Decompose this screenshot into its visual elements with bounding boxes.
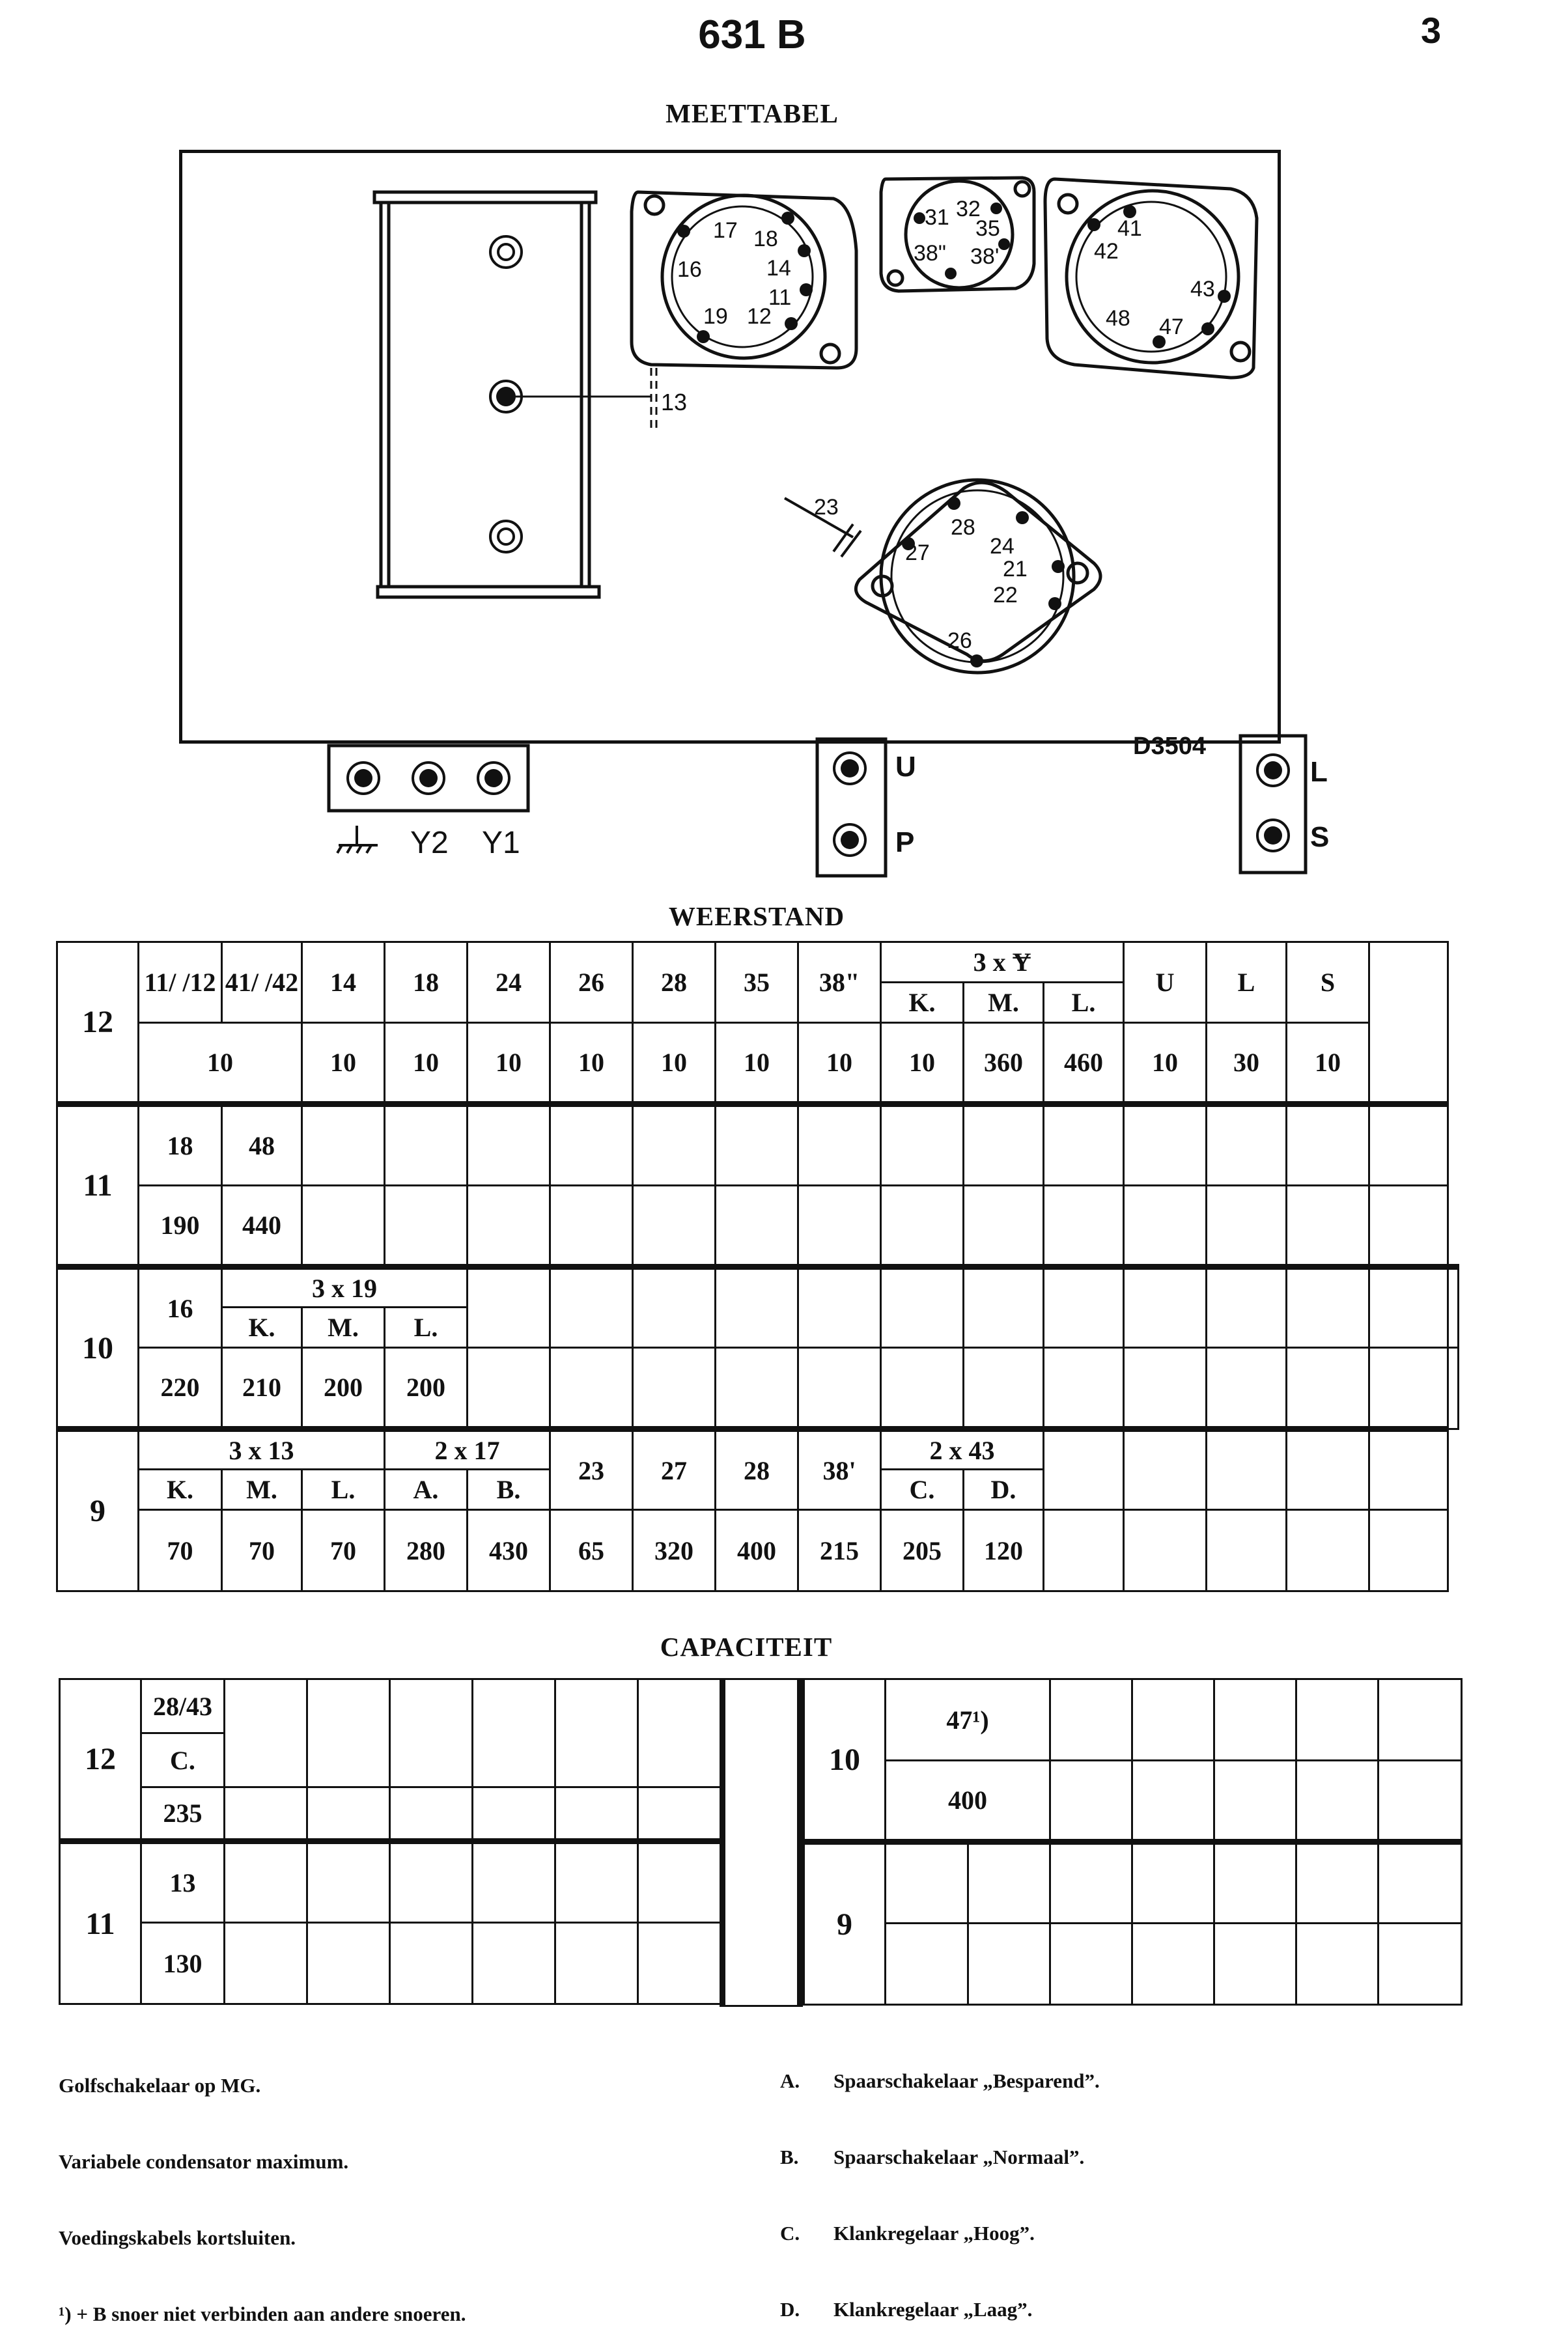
header-cell: K.	[139, 1470, 222, 1510]
pin-48: 48	[1106, 306, 1130, 331]
header-cell: 18	[139, 1104, 222, 1186]
value-cell: 10	[798, 1023, 881, 1104]
row-label-12: 12	[57, 942, 139, 1104]
header-cell: 3 x 13	[139, 1429, 385, 1470]
header-3x-antenna: 3 x Ɏ	[881, 942, 1124, 983]
value-cell: 190	[139, 1186, 222, 1267]
row-label-9: 9	[57, 1429, 139, 1591]
pin-32: 32	[956, 197, 981, 221]
value-cell: 280	[385, 1510, 468, 1591]
chassis-drawing	[182, 153, 1278, 740]
terminal-strip-up	[811, 736, 928, 879]
tube-socket-2	[881, 178, 1034, 291]
page-number: 3	[1421, 10, 1442, 51]
drawing-number	[1107, 729, 1224, 762]
header-cell: B.	[468, 1470, 550, 1510]
value-cell: 10	[1124, 1023, 1207, 1104]
tube-socket-3	[1045, 179, 1257, 378]
antenna-icon: Ɏ	[1012, 947, 1031, 977]
table-divider-bar	[720, 1678, 803, 2007]
header-cell: 38"	[798, 942, 881, 1023]
header-cell: S	[1287, 942, 1369, 1023]
footnote-line: Golfschakelaar op MG.	[59, 2074, 261, 2097]
header-cell: C.	[881, 1470, 964, 1510]
value-cell: 360	[964, 1023, 1044, 1104]
pin-17: 17	[713, 218, 738, 243]
section-title-weerstand: WEERSTAND	[668, 901, 845, 931]
footnote-line: Variabele condensator maximum.	[59, 2150, 349, 2173]
pin-18: 18	[753, 227, 778, 251]
header-cell: 23	[550, 1429, 633, 1510]
page-title: 631 B	[698, 12, 806, 57]
table-row	[57, 1429, 1459, 1470]
footnote-key: A.	[780, 2069, 800, 2092]
table-row	[60, 1923, 721, 2004]
pin-38-single: 38'	[970, 244, 1000, 269]
value-cell: 70	[139, 1510, 222, 1591]
header-cell: 2 x 17	[385, 1429, 550, 1470]
weerstand-table	[56, 941, 1459, 1592]
footnote-line: Klankregelaar „Laag”.	[833, 2298, 1033, 2321]
footnotes-left	[59, 2022, 466, 2352]
trimmer-frame	[374, 192, 599, 597]
header-cell: U	[1124, 942, 1207, 1023]
value-cell: 70	[302, 1510, 385, 1591]
table-row	[57, 1348, 1459, 1429]
header-cell: 41/ /42	[222, 942, 302, 1023]
header-cell: M.	[302, 1308, 385, 1348]
chassis-diagram	[179, 150, 1281, 744]
header-cell: 28/43	[141, 1679, 225, 1733]
pin-27: 27	[905, 540, 930, 565]
pin-35: 35	[975, 216, 1000, 241]
header-cell: D.	[964, 1470, 1044, 1510]
table-row	[804, 1842, 1462, 1924]
pin-14: 14	[766, 256, 791, 281]
tube-socket-4	[856, 480, 1100, 673]
value-cell: 70	[222, 1510, 302, 1591]
terminal-l-label: L	[1310, 756, 1328, 788]
header-cell: M.	[964, 983, 1044, 1023]
header-cell: L.	[1044, 983, 1124, 1023]
header-cell: 24	[468, 942, 550, 1023]
value-cell: 130	[141, 1923, 225, 2004]
header-cell: L	[1207, 942, 1287, 1023]
footnote-line: Spaarschakelaar „Besparend”.	[833, 2069, 1100, 2092]
pin-38-double: 38"	[914, 241, 946, 266]
pin-26: 26	[947, 628, 972, 653]
value-cell: 430	[468, 1510, 550, 1591]
ground-icon	[337, 826, 378, 853]
header-cell: 38'	[798, 1429, 881, 1510]
header-cell: 18	[385, 942, 468, 1023]
footnote-line: ¹) + B snoer niet verbinden aan andere snoeren.	[59, 2303, 466, 2325]
table-row	[57, 942, 1459, 983]
ref-label-23: 23	[814, 495, 839, 520]
pin-12: 12	[747, 304, 772, 329]
header-cell: 28	[716, 1429, 798, 1510]
terminal-p-label: P	[895, 826, 915, 858]
terminal-y2-label: Y2	[410, 826, 449, 860]
pin-19: 19	[703, 304, 728, 329]
header-cell: K.	[222, 1308, 302, 1348]
row-label-12: 12	[60, 1679, 141, 1841]
value-cell: 10	[302, 1023, 385, 1104]
header-cell: 14	[302, 942, 385, 1023]
table-row	[57, 1104, 1459, 1186]
row-label-9: 9	[804, 1842, 886, 2005]
row-label-10: 10	[804, 1679, 886, 1842]
pin-22: 22	[993, 583, 1018, 608]
value-cell: 235	[141, 1787, 225, 1841]
pin-28: 28	[951, 515, 975, 540]
table-row	[60, 1787, 721, 1841]
value-cell: 400	[886, 1761, 1050, 1842]
value-cell: 10	[881, 1023, 964, 1104]
table-row	[57, 1510, 1459, 1591]
header-cell: 2 x 43	[881, 1429, 1044, 1470]
value-cell: 10	[1287, 1023, 1369, 1104]
capaciteit-table-left	[59, 1678, 721, 2005]
tube-socket-1	[632, 192, 856, 368]
pin-16: 16	[677, 257, 702, 282]
table-row	[60, 1679, 721, 1733]
table-row	[57, 1023, 1459, 1104]
footnote-key: D.	[780, 2298, 800, 2321]
header-cell: 16	[139, 1267, 222, 1348]
svg-text:D3504: D3504	[1133, 733, 1206, 760]
pin-31: 31	[925, 205, 949, 230]
value-cell: 200	[302, 1348, 385, 1429]
header-cell: 48	[222, 1104, 302, 1186]
footnotes-keys	[780, 2017, 800, 2347]
empty-cell	[1369, 942, 1448, 1104]
pin-47: 47	[1159, 315, 1184, 339]
terminal-strip-ls	[1231, 733, 1335, 882]
header-cell: 27	[633, 1429, 716, 1510]
value-cell: 400	[716, 1510, 798, 1591]
value-cell: 210	[222, 1348, 302, 1429]
value-cell: 200	[385, 1348, 468, 1429]
value-cell: 440	[222, 1186, 302, 1267]
header-cell: 47¹)	[886, 1679, 1050, 1761]
header-cell: M.	[222, 1470, 302, 1510]
header-cell: 11/ /12	[139, 942, 222, 1023]
pin-11: 11	[768, 285, 792, 310]
value-cell: 220	[139, 1348, 222, 1429]
footnote-key: C.	[780, 2222, 800, 2245]
value-cell: 30	[1207, 1023, 1287, 1104]
header-cell: L.	[385, 1308, 468, 1348]
terminal-y1-label: Y1	[482, 826, 520, 860]
footnotes-right	[833, 2017, 1100, 2347]
footnote-line: Spaarschakelaar „Normaal”.	[833, 2146, 1085, 2168]
row-label-10: 10	[57, 1267, 139, 1429]
terminal-s-label: S	[1310, 821, 1330, 853]
ref-label-13: 13	[661, 389, 688, 415]
header-cell: K.	[881, 983, 964, 1023]
pin-24: 24	[990, 534, 1015, 559]
header-cell: 13	[141, 1841, 225, 1923]
value-cell: 460	[1044, 1023, 1124, 1104]
pin-43: 43	[1190, 277, 1215, 301]
value-cell: 205	[881, 1510, 964, 1591]
row-label-11: 11	[60, 1841, 141, 2004]
row-label-11: 11	[57, 1104, 139, 1267]
value-cell: 10	[550, 1023, 633, 1104]
header-cell: 26	[550, 942, 633, 1023]
table-row	[60, 1841, 721, 1923]
pin-42: 42	[1094, 239, 1119, 264]
footnote-line: Klankregelaar „Hoog”.	[833, 2222, 1035, 2245]
table-row	[804, 1679, 1462, 1761]
table-row	[804, 1924, 1462, 2005]
header-cell: A.	[385, 1470, 468, 1510]
value-cell: 10	[139, 1023, 302, 1104]
value-cell: 320	[633, 1510, 716, 1591]
value-cell: 10	[385, 1023, 468, 1104]
footnote-line: Voedingskabels kortsluiten.	[59, 2226, 296, 2249]
header-cell: L.	[302, 1470, 385, 1510]
table-row	[57, 1267, 1459, 1308]
section-title-capaciteit: CAPACITEIT	[660, 1632, 833, 1662]
capaciteit-table-right	[803, 1678, 1463, 2006]
terminal-u-label: U	[895, 751, 916, 783]
pin-21: 21	[1003, 557, 1028, 581]
terminal-strip-y	[319, 742, 540, 873]
header-cell: 28	[633, 942, 716, 1023]
table-row	[57, 1186, 1459, 1267]
value-cell: 120	[964, 1510, 1044, 1591]
header-cell: 35	[716, 942, 798, 1023]
table-row	[804, 1761, 1462, 1842]
header-cell: 3 x 19	[222, 1267, 468, 1308]
pin-41: 41	[1117, 216, 1142, 241]
footnote-key: B.	[780, 2146, 799, 2168]
header-cell: C.	[141, 1733, 225, 1787]
value-cell: 65	[550, 1510, 633, 1591]
value-cell: 215	[798, 1510, 881, 1591]
section-title-meettabel: MEETTABEL	[665, 98, 839, 128]
value-cell: 10	[716, 1023, 798, 1104]
value-cell: 10	[468, 1023, 550, 1104]
value-cell: 10	[633, 1023, 716, 1104]
